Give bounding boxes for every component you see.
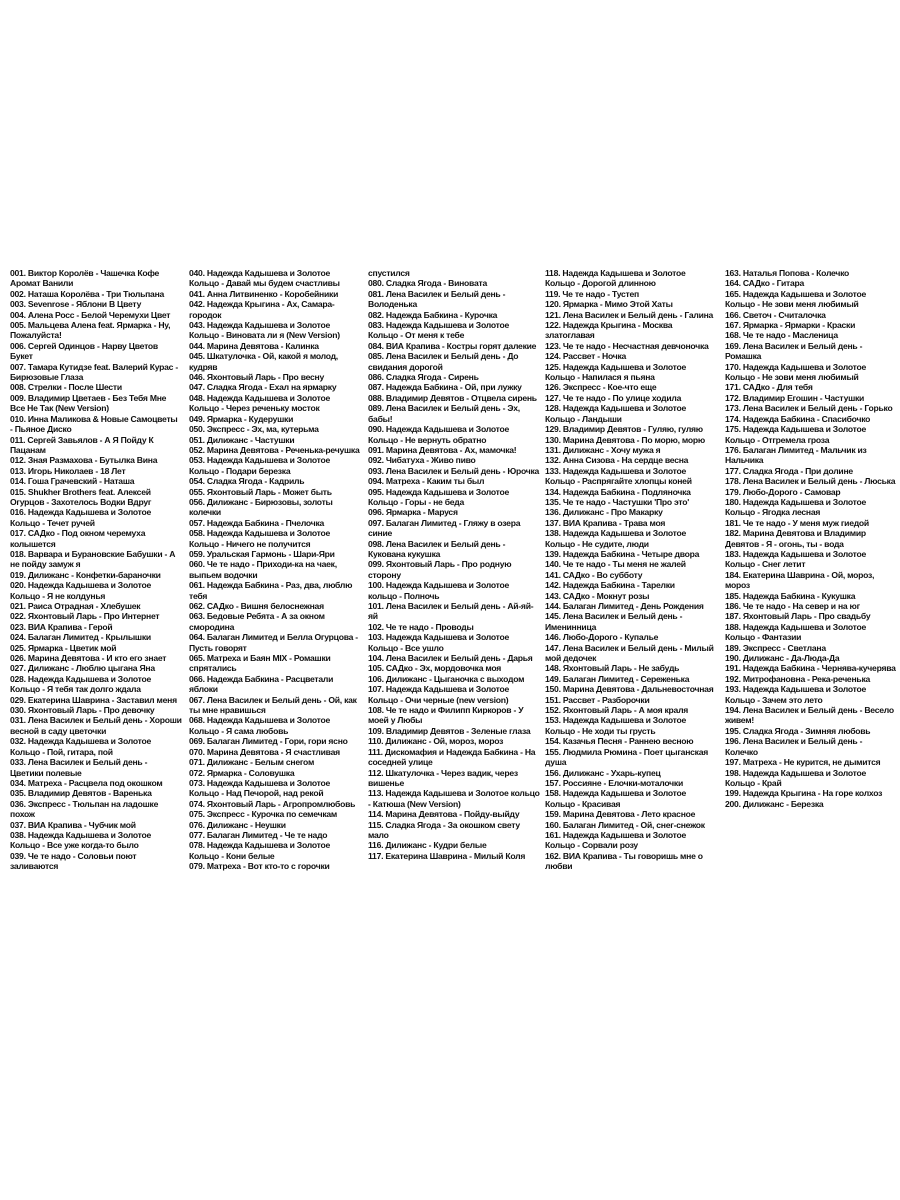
track-list-item: 087. Надежда Бабкина - Ой, при лужку <box>368 382 522 393</box>
track-list-item: 075. Экспресс - Курочка по семечкам <box>189 809 338 820</box>
track-list-item: 126. Экспресс - Кое-что еще <box>545 382 657 393</box>
track-list-item: 031. Лена Василек и Белый день - Хороши весной в саду цветочки <box>10 715 182 736</box>
track-list-item: 094. Матреха - Каким ты был <box>368 476 485 487</box>
track-list-item: 020. Надежда Кадышева и Золотое Кольцо - Я не колдунья <box>10 580 151 601</box>
track-list-item: 007. Тамара Кутидзе feat. Валерий Курас - Бирюзовые Глаза <box>10 361 178 383</box>
track-list-item: 196. Лена Василек и Белый день - Колечко <box>725 736 863 757</box>
track-list-item: 009. Владимир Цветаев - Без Тебя Мне Все Не Так (New Version) <box>10 392 167 414</box>
track-list-item: 181. Че те надо - У меня муж гиедой <box>725 517 869 528</box>
track-list-item: 123. Че те надо - Несчастная девчоночка <box>545 340 709 351</box>
track-list-item: 098. Лена Василек и Белый день - Кукована кукушка <box>368 538 506 559</box>
track-list-item: 108. Че те надо и Филипп Киркоров - У моей у Любы <box>368 705 524 726</box>
track-list-item: 199. Надежда Крыгина - На горе колхоз <box>725 788 883 799</box>
track-list-item: 046. Яхонтовый Ларь - Про весну <box>189 372 325 383</box>
track-list-item: 041. Анна Литвиненко - Коробейники <box>189 288 339 299</box>
track-list-item: 008. Стрелки - После Шести <box>10 382 122 393</box>
track-list-item: 142. Надежда Бабкина - Тарелки <box>545 580 675 591</box>
track-list-item: 051. Дилижанс - Частушки <box>189 434 295 445</box>
track-list-item: 127. Че те надо - По улице ходила <box>545 392 682 403</box>
track-list-item: 068. Надежда Кадышева и Золотое Кольцо - Я сама любовь <box>189 715 330 736</box>
track-list-item: 119. Че те надо - Тустеп <box>545 288 639 299</box>
track-list-item: 073. Надежда Кадышева и Золотое Кольцо - Над Печорой, над рекой <box>189 777 330 799</box>
track-list-item: 088. Владимир Девятов - Отцвела сирень <box>368 392 537 403</box>
track-list-item: 014. Гоша Грачевский - Наташа <box>10 476 135 487</box>
track-list-item: 015. Shukher Brothers feat. Алексей Огурцов - Захотелось Водки Вдруг <box>10 486 152 507</box>
track-list-item: 035. Владимир Девятов - Варенька <box>10 788 152 799</box>
track-list-item: 022. Яхонтовый Ларь - Про Интернет <box>10 611 160 622</box>
track-list-item: 129. Владимир Девятов - Гуляю, гуляю <box>545 424 703 435</box>
track-list-item: 039. Че те надо - Соловьи поют заливаются <box>10 850 137 872</box>
track-list-item: 120. Ярмарка - Мимо Этой Хаты <box>545 299 673 310</box>
track-list-item: 188. Надежда Кадышева и Золотое Кольцо - Фантазии <box>725 621 866 643</box>
track-list-item: 063. Бедовые Ребята - А за окном смородина <box>189 611 325 632</box>
track-list-item: 171. САДко - Для тебя <box>725 382 813 393</box>
track-list-item: 052. Марина Девятова - Реченька-речушка <box>189 444 360 455</box>
track-list-item: 144. Балаган Лимитед - День Рождения <box>545 601 704 611</box>
track-list-item: 109. Владимир Девятов - Зеленые глаза <box>368 725 531 736</box>
track-list-item: 185. Надежда Бабкина - Кукушка <box>725 590 856 601</box>
track-list-item: 017. САДко - Под окном черемуха колышется <box>10 528 146 549</box>
track-list-sheet <box>10 268 896 932</box>
track-list-item: 104. Лена Василек и Белый день - Дарья <box>368 653 533 664</box>
track-list-item: 036. Экспресс - Тюльпан на ладошке похож <box>10 798 159 820</box>
track-list-item: 155. Людмила Рюмина - Поет цыганская душа <box>545 746 709 768</box>
track-list-item: 105. САДко - Эх, мордовочка моя <box>368 663 502 674</box>
track-list-item: 013. Игорь Николаев - 18 Лет <box>10 465 126 476</box>
track-list-item: 143. САДко - Мокнут розы <box>545 590 650 601</box>
track-list-item: 002. Наташа Королёва - Три Тюльпана <box>10 288 165 299</box>
track-list-item: 066. Надежда Бабкина - Расцветали яблоки <box>189 673 334 695</box>
track-list-item: 113. Надежда Кадышева и Золотое кольцо - Катюша (New Version) <box>368 788 540 809</box>
track-list-item: 173. Лена Василек и Белый день - Горько <box>725 403 893 414</box>
track-list-item: 189. Экспресс - Светлана <box>725 642 826 653</box>
track-list-item: 200. Дилижанс - Березка <box>725 798 824 809</box>
track-list-item: 024. Балаган Лимитед - Крылышки <box>10 632 151 643</box>
track-list-item: 194. Лена Василек и Белый день - Весело живем! <box>725 705 894 726</box>
track-list-item: 084. ВИА Крапива - Костры горят далекие <box>368 340 537 351</box>
track-list-item: 091. Марина Девятова - Ах, мамочка! <box>368 444 517 455</box>
track-list-item: 137. ВИА Крапива - Трава моя <box>545 517 666 528</box>
track-list-item: 192. Митрофановна - Река-реченька <box>725 673 871 684</box>
track-list-item: 010. Инна Маликова & Новые Самоцветы - Пьяное Диско <box>10 413 178 435</box>
track-list-item: 093. Лена Василек и Белый день - Юрочка <box>368 465 540 476</box>
track-list-item: 187. Яхонтовый Ларь - Про свадьбу <box>725 611 871 622</box>
track-list-item: 151. Рассвет - Разборочки <box>545 694 650 705</box>
track-list-item: 049. Ярмарка - Кудерушки <box>189 413 294 424</box>
track-list-item: 057. Надежда Бабкина - Пчелочка <box>189 517 325 528</box>
track-list-item: 086. Сладка Ягода - Сирень <box>368 372 479 383</box>
track-list-item: 067. Лена Василек и Белый день - Ой, как ты мне нравишься <box>189 694 357 716</box>
track-list-item: 139. Надежда Бабкина - Четыре двора <box>545 548 700 559</box>
track-column-4 <box>545 268 717 872</box>
track-list-item: 111. Дискомафия и Надежда Бабкина - На соседней улице <box>368 746 536 768</box>
track-list-item: 072. Ярмарка - Соловушка <box>189 767 295 778</box>
track-list-item: 059. Уральская Гармонь - Шари-Яри <box>189 548 335 559</box>
track-list-item: 001. Виктор Королёв - Чашечка Кофе Аромат Ванили <box>10 268 160 289</box>
track-list-item: 012. Зная Размахова - Бутылка Вина <box>10 455 158 466</box>
track-list-item: 180. Надежда Кадышева и Золотое Кольцо - Ягодка лесная <box>725 496 866 518</box>
track-list-item: 177. Сладка Ягода - При долине <box>725 465 853 476</box>
track-list-item: 138. Надежда Кадышева и Золотое Кольцо - Не судите, люди <box>545 528 686 549</box>
track-list-item: 147. Лена Василек и Белый день - Милый мой дедочек <box>545 642 714 664</box>
track-list-item: 077. Балаган Лимитед - Че те надо <box>189 829 328 840</box>
track-list-item: 090. Надежда Кадышева и Золотое Кольцо - Не вернуть обратно <box>368 424 509 445</box>
track-list-item: 132. Анна Сизова - На сердце весна <box>545 455 689 466</box>
track-list-item: 178. Лена Василек и Белый день - Люська <box>725 476 896 487</box>
track-list-item: 116. Дилижанс - Кудри белые <box>368 840 487 851</box>
track-list-item: 004. Алена Росс - Белой Черемухи Цвет <box>10 309 171 320</box>
track-list-item: 154. Казачья Песня - Раннею весною <box>545 736 694 747</box>
track-list-item: 118. Надежда Кадышева и Золотое Кольцо - Дорогой длинною <box>545 268 686 289</box>
track-list-item: 172. Владимир Егошин - Частушки <box>725 392 865 403</box>
track-list-item: 062. САДко - Вишня белоснежная <box>189 601 324 611</box>
track-list-item: 033. Лена Василек и Белый день - Цветики полевые <box>10 757 148 778</box>
track-list-item: 081. Лена Василек и Белый день - Володенька <box>368 288 506 310</box>
track-list-item: 056. Дилижанс - Бирюзовы, золоты колечки <box>189 496 333 518</box>
track-list-item: 044. Марина Девятова - Калинка <box>189 340 319 351</box>
track-list-item: 149. Балаган Лимитед - Сереженька <box>545 673 690 684</box>
track-list-item: 030. Яхонтовый Ларь - Про девочку <box>10 705 155 716</box>
track-list-item: 170. Надежда Кадышева и Золотое Кольцо - Не зови меня любимый <box>725 361 866 383</box>
track-list-item: 158. Надежда Кадышева и Золотое Кольцо - Красивая <box>545 788 686 809</box>
track-list-item: 100. Надежда Кадышева и Золотое кольцо - Полночь <box>368 580 509 601</box>
track-list-item: 130. Марина Девятова - По морю, морю <box>545 434 705 445</box>
track-list-item: 186. Че те надо - На север и на юг <box>725 601 860 611</box>
track-column-5 <box>725 268 897 809</box>
track-list-item: 167. Ярмарка - Ярмарки - Краски <box>725 320 856 331</box>
track-list-item: 038. Надежда Кадышева и Золотое Кольцо - Все уже когда-то было <box>10 829 151 851</box>
track-list-item: 191. Надежда Бабкина - Чернява-кучерява <box>725 663 896 674</box>
track-list-item: 078. Надежда Кадышева и Золотое Кольцо - Кони белые <box>189 840 330 861</box>
track-list-item: 047. Сладка Ягода - Ехал на ярмарку <box>189 382 337 393</box>
track-list-item: 065. Матреха и Баян MIX - Ромашки спрятались <box>189 653 331 674</box>
track-list-item: 165. Надежда Кадышева и Золотое Кольцо - Не зови меня любимый <box>725 288 866 310</box>
track-list-item: 110. Дилижанс - Ой, мороз, мороз <box>368 736 504 747</box>
track-list-item: 122. Надежда Крыгина - Москва златоглавая <box>545 320 673 341</box>
track-list-item: 070. Марина Девятова - Я счастливая <box>189 746 340 757</box>
track-list-item: 028. Надежда Кадышева и Золотое Кольцо - Я тебя так долго ждала <box>10 673 151 695</box>
track-list-item: 174. Надежда Бабкина - Спасибочко <box>725 413 871 424</box>
track-list-item: 198. Надежда Кадышева и Золотое Кольцо - Край <box>725 767 866 788</box>
track-list-item: 018. Варвара и Бурановские Бабушки - А не пойду замуж я <box>10 548 176 570</box>
track-list-item: 102. Че те надо - Проводы <box>368 621 474 632</box>
track-list-item: 055. Яхонтовый Ларь - Может быть <box>189 486 332 497</box>
track-list-item: 011. Сергей Завьялов - А Я Пойду К Пацанам <box>10 434 154 455</box>
track-list-item: 027. Дилижанс - Люблю цыгана Яна <box>10 663 155 674</box>
track-list-item: 097. Балаган Лимитед - Гляжу в озера синие <box>368 517 521 539</box>
track-list-item: 042. Надежда Крыгина - Ах, Самара-городок <box>189 299 335 320</box>
track-list-item: 112. Шкатулочка - Через вадик, через вишенье <box>368 767 518 788</box>
track-list-item: 164. САДко - Гитара <box>725 278 805 289</box>
track-list-item: 163. Наталья Попова - Колечко <box>725 268 850 278</box>
track-list-item: 125. Надежда Кадышева и Золотое Кольцо - Напилася я пьяна <box>545 361 686 383</box>
track-list-item: 195. Сладка Ягода - Зимняя любовь <box>725 725 871 736</box>
track-list-item: 029. Екатерина Шаврина - Заставил меня <box>10 694 177 705</box>
track-list-item: 140. Че те надо - Ты меня не жалей <box>545 559 686 570</box>
track-list-item: 006. Сергей Одинцов - Нарву Цветов Букет <box>10 340 158 362</box>
track-list-item: 107. Надежда Кадышева и Золотое Кольцо - Очи черные (new version) <box>368 684 509 705</box>
track-list-item: 053. Надежда Кадышева и Золотое Кольцо - Подари березка <box>189 455 330 476</box>
track-list-item: 082. Надежда Бабкина - Курочка <box>368 309 498 320</box>
track-list-item: 061. Надежда Бабкина - Раз, два, люблю тебя <box>189 580 353 601</box>
track-list-item: 183. Надежда Кадышева и Золотое Кольцо - Снег летит <box>725 548 866 570</box>
track-list-item: 101. Лена Василек и Белый день - Ай-яй-яй <box>368 601 534 622</box>
track-list-item: 103. Надежда Кадышева и Золотое Кольцо - Все ушло <box>368 632 509 653</box>
track-list-item: 128. Надежда Кадышева и Золотое Кольцо - Ландыши <box>545 403 686 424</box>
track-list-item: 153. Надежда Кадышева и Золотое Кольцо - Не ходи ты грусть <box>545 715 686 736</box>
track-list-item: 168. Че те надо - Масленица <box>725 330 838 341</box>
track-list-item: 193. Надежда Кадышева и Золотое Кольцо - Зачем это лето <box>725 684 866 705</box>
track-list-item: 045. Шкатулочка - Ой, какой я молод, кудряв <box>189 351 338 372</box>
track-list-item: 060. Че те надо - Приходи-ка на чаек, выпьем водочки <box>189 559 337 580</box>
track-list-item: 184. Екатерина Шаврина - Ой, мороз, мороз <box>725 569 875 591</box>
track-list-item: 099. Яхонтовый Ларь - Про родную сторону <box>368 559 512 580</box>
track-list-item: 133. Надежда Кадышева и Золотое Кольцо - Распрягайте хлопцы коней <box>545 465 692 487</box>
track-list-item: 032. Надежда Кадышева и Золотое Кольцо - Пой, гитара, пой <box>10 736 151 757</box>
track-list-item: 016. Надежда Кадышева и Золотое Кольцо - Течет ручей <box>10 507 151 528</box>
track-list-item: спустился <box>368 268 410 278</box>
track-list-item: 019. Дилижанс - Конфетки-бараночки <box>10 569 161 580</box>
track-column-1 <box>10 268 182 872</box>
track-list-item: 069. Балаган Лимитед - Гори, гори ясно <box>189 736 348 747</box>
track-list-item: 023. ВИА Крапива - Герой <box>10 621 113 632</box>
track-list-item: 040. Надежда Кадышева и Золотое Кольцо - Давай мы будем счастливы <box>189 268 340 289</box>
track-list-item: 176. Балаган Лимитед - Мальчик из Нальчика <box>725 444 867 466</box>
track-list-item: 131. Дилижанс - Хочу мужа я <box>545 444 661 455</box>
track-list-item: 083. Надежда Кадышева и Золотое Кольцо - От меня к тебе <box>368 320 509 341</box>
track-list-item: 124. Рассвет - Ночка <box>545 351 627 362</box>
track-list-item: 043. Надежда Кадышева и Золотое Кольцо - Виновата ли я (New Version) <box>189 320 340 341</box>
track-list-item: 025. Ярмарка - Цветик мой <box>10 642 117 653</box>
track-list-item: 115. Сладка Ягода - За окошком свету мало <box>368 819 520 840</box>
track-list-item: 092. Чибатуха - Живо пиво <box>368 455 476 466</box>
track-list-item: 050. Экспресс - Эх, ма, кутерьма <box>189 424 319 435</box>
track-list-item: 076. Дилижанс - Неушки <box>189 819 286 830</box>
track-list-item: 117. Екатерина Шаврина - Милый Коля <box>368 850 526 861</box>
track-list-item: 095. Надежда Кадышева и Золотое Кольцо - Горы - не беда <box>368 486 509 507</box>
track-list-item: 150. Марина Девятова - Дальневосточная <box>545 684 714 695</box>
track-list-item: 162. ВИА Крапива - Ты говоришь мне о любви <box>545 850 703 872</box>
track-list-item: 179. Любо-Дорого - Самовар <box>725 486 841 497</box>
track-list-item: 190. Дилижанс - Да-Люда-Да <box>725 653 840 664</box>
track-list-item: 106. Дилижанс - Цыганочка с выходом <box>368 673 525 684</box>
track-list-item: 148. Яхонтовый Ларь - Не забудь <box>545 663 680 674</box>
track-list-item: 160. Балаган Лимитед - Ой, снег-снежок <box>545 819 705 830</box>
track-list-item: 182. Марина Девятова и Владимир Девятов - Я - огонь, ты - вода <box>725 528 866 549</box>
track-column-2 <box>189 268 361 872</box>
track-list-item: 161. Надежда Кадышева и Золотое Кольцо - Сорвали розу <box>545 829 686 851</box>
track-list-item: 058. Надежда Кадышева и Золотое Кольцо - Ничего не получится <box>189 528 330 549</box>
track-list-item: 037. ВИА Крапива - Чубчик мой <box>10 819 136 830</box>
track-list-item: 085. Лена Василек и Белый день - До свидания дорогой <box>368 351 519 372</box>
track-list-item: 136. Дилижанс - Про Макарку <box>545 507 663 518</box>
track-list-item: 064. Балаган Лимитед и Белла Огурцова - Пусть говорят <box>189 632 358 653</box>
track-list-item: 048. Надежда Кадышева и Золотое Кольцо - Через реченьку мосток <box>189 392 330 414</box>
track-list-item: 034. Матреха - Расцвела под окошком <box>10 777 163 788</box>
track-list-item: 157. Россияне - Елочки-моталочки <box>545 777 684 788</box>
track-list-item: 169. Лена Василек и Белый день - Ромашка <box>725 340 863 362</box>
track-list-item: 197. Матреха - Не курится, не дымится <box>725 757 881 768</box>
track-list-item: 146. Любо-Дорого - Купалье <box>545 632 659 643</box>
track-list-item: 071. Дилижанс - Белым снегом <box>189 757 315 768</box>
track-list-item: 145. Лена Василек и Белый день - Именинница <box>545 611 683 632</box>
track-list-item: 005. Мальцева Алена feat. Ярмарка - Ну, Пожалуйста! <box>10 320 171 341</box>
track-list-item: 141. САДко - Во субботу <box>545 569 643 580</box>
track-list-item: 166. Светоч - Считалочка <box>725 309 826 320</box>
track-list-item: 089. Лена Василек и Белый день - Эх, бабы! <box>368 403 520 424</box>
track-list-item: 026. Марина Девятова - И кто его знает <box>10 653 167 664</box>
track-list-item: 114. Марина Девятова - Пойду-выйду <box>368 809 520 820</box>
track-column-3 <box>368 268 540 861</box>
track-list-item: 156. Дилижанс - Ухарь-купец <box>545 767 661 778</box>
track-list-item: 080. Сладка Ягода - Виновата <box>368 278 487 289</box>
track-list-item: 134. Надежда Бабкина - Подляночка <box>545 486 691 497</box>
track-list-item: 003. Sevenrose - Яблони В Цвету <box>10 299 142 310</box>
track-list-item: 175. Надежда Кадышева и Золотое Кольцо - Отгремела гроза <box>725 424 866 445</box>
track-list-item: 054. Сладка Ягода - Кадриль <box>189 476 305 487</box>
track-list-item: 121. Лена Василек и Белый день - Галина <box>545 309 714 320</box>
track-list-item: 152. Яхонтовый Ларь - А моя краля <box>545 705 689 716</box>
track-list-item: 096. Ярмарка - Маруся <box>368 507 458 518</box>
track-list-item: 021. Раиса Отрадная - Хлебушек <box>10 601 141 611</box>
track-list-item: 079. Матреха - Вот кто-то с горочки <box>189 861 330 872</box>
track-list-item: 159. Марина Девятова - Лето красное <box>545 809 696 820</box>
track-list-item: 074. Яхонтовый Ларь - Агропромлюбовь <box>189 798 356 809</box>
track-list-item: 135. Че те надо - Частушки 'Про это' <box>545 496 690 507</box>
